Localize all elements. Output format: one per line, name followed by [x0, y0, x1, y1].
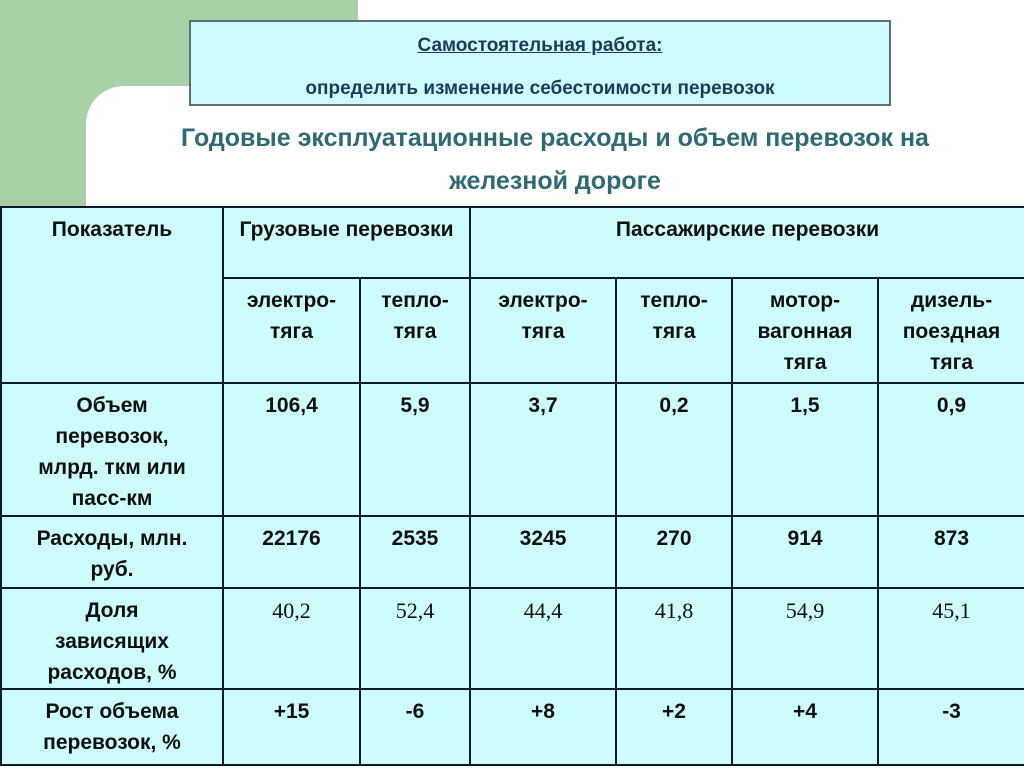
table-cell: 106,4 — [223, 383, 360, 516]
table-cell: 3,7 — [470, 383, 616, 516]
task-title: Самостоятельная работа: — [417, 35, 663, 56]
row-label: Расходы, млн. руб. — [1, 516, 223, 588]
table-cell: 22176 — [223, 516, 360, 588]
subheader-cell: тепло- тяга — [616, 278, 732, 383]
subheader-cell: дизель- поездная тяга — [878, 278, 1024, 383]
table-cell: 2535 — [360, 516, 470, 588]
table-row — [1, 516, 1024, 588]
header-passenger: Пассажирские перевозки — [470, 207, 1024, 278]
table-cell: 873 — [878, 516, 1024, 588]
table-cell: 914 — [732, 516, 878, 588]
subheader-cell: электро- тяга — [223, 278, 360, 383]
subheader-cell: электро- тяга — [470, 278, 616, 383]
subheader-cell: тепло- тяга — [360, 278, 470, 383]
subheader-cell: мотор- вагонная тяга — [732, 278, 878, 383]
table-cell: -6 — [360, 689, 470, 765]
table-cell: -3 — [878, 689, 1024, 765]
page-title-line-1: Годовые эксплуатационные расходы и объем перевозок на — [181, 124, 929, 152]
table-cell: +15 — [223, 689, 360, 765]
table-cell: 3245 — [470, 516, 616, 588]
table-cell: +4 — [732, 689, 878, 765]
table-cell: 0,2 — [616, 383, 732, 516]
table-cell: 52,4 — [360, 588, 470, 689]
table-cell: 270 — [616, 516, 732, 588]
page-title-line-2: железной дороге — [449, 167, 661, 195]
row-label: Доля зависящих расходов, % — [1, 588, 223, 689]
task-box — [189, 20, 891, 106]
table-cell: 41,8 — [616, 588, 732, 689]
table-cell: 5,9 — [360, 383, 470, 516]
header-freight: Грузовые перевозки — [223, 207, 470, 278]
data-table — [0, 206, 1024, 766]
table-cell: 45,1 — [878, 588, 1024, 689]
row-label: Рост объема перевозок, % — [1, 689, 223, 765]
task-subtitle: определить изменение себестоимости перевозок — [305, 78, 775, 99]
table-cell: 0,9 — [878, 383, 1024, 516]
table-cell: 54,9 — [732, 588, 878, 689]
table-row — [1, 689, 1024, 765]
table-row — [1, 383, 1024, 516]
table-row — [1, 588, 1024, 689]
table-header-row — [1, 207, 1024, 278]
table-cell: +2 — [616, 689, 732, 765]
table-cell: 1,5 — [732, 383, 878, 516]
row-label: Объем перевозок, млрд. ткм или пасс-км — [1, 383, 223, 516]
header-indicator: Показатель — [1, 207, 223, 383]
table-cell: 44,4 — [470, 588, 616, 689]
table-cell: 40,2 — [223, 588, 360, 689]
table-cell: +8 — [470, 689, 616, 765]
